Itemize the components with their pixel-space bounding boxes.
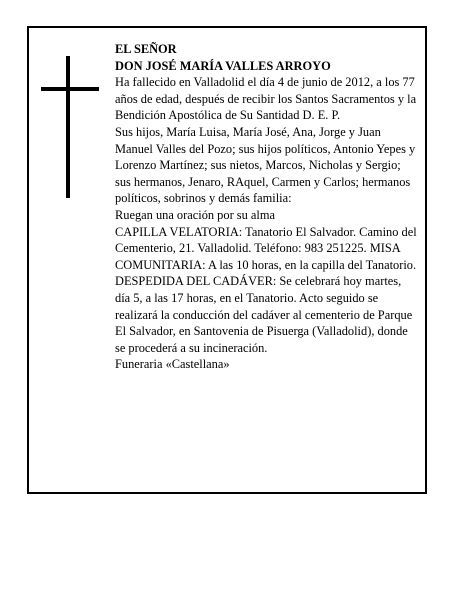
death-announcement: Ha fallecido en Valladolid el día 4 de junio de 2012, a los 77 años de edad, después de recibir los Santos Sacramentos y la Bendición Apostólica de Su Santidad D. E. P. (115, 75, 417, 123)
funeral-home: Funeraria «Castellana» (115, 357, 230, 372)
deceased-name: DON JOSÉ MARÍA VALLES ARROYO (115, 58, 331, 73)
prayer-request: Ruegan una oración por su alma (115, 207, 275, 222)
cross-vertical-bar (66, 56, 70, 198)
cross-icon (41, 56, 99, 198)
obituary-heading: EL SEÑOR (115, 42, 177, 56)
farewell-info: DESPEDIDA DEL CADÁVER: Se celebrará hoy martes, día 5, a las 17 horas, en el Tanatorio. Acto seguido se realizará la conducción del cadáver al cementerio de Parque El Salvador, en Santovenia de Pisuerga (Valladolid), donde se procederá a su incineración. (115, 274, 413, 355)
wake-and-mass-info: CAPILLA VELATORIA: Tanatorio El Salvador. Camino del Cementerio, 21. Valladolid. Teléfono: 983 251225. MISA COMUNITARIA: A las 10 horas, en la capilla del Tanatorio. (115, 224, 417, 272)
obituary-notice (27, 26, 427, 494)
obituary-text (115, 41, 417, 373)
family-list: Sus hijos, María Luisa, María José, Ana, Jorge y Juan Manuel Valles del Pozo; sus hijos políticos, Antonio Yepes y Lorenzo Martínez; sus nietos, Marcos, Nicholas y Sergio; sus hermanos, Jenaro, RAquel, Carmen y Carlos; hermanos políticos, sobrinos y demás familia: (115, 124, 416, 206)
cross-horizontal-bar (41, 87, 99, 91)
